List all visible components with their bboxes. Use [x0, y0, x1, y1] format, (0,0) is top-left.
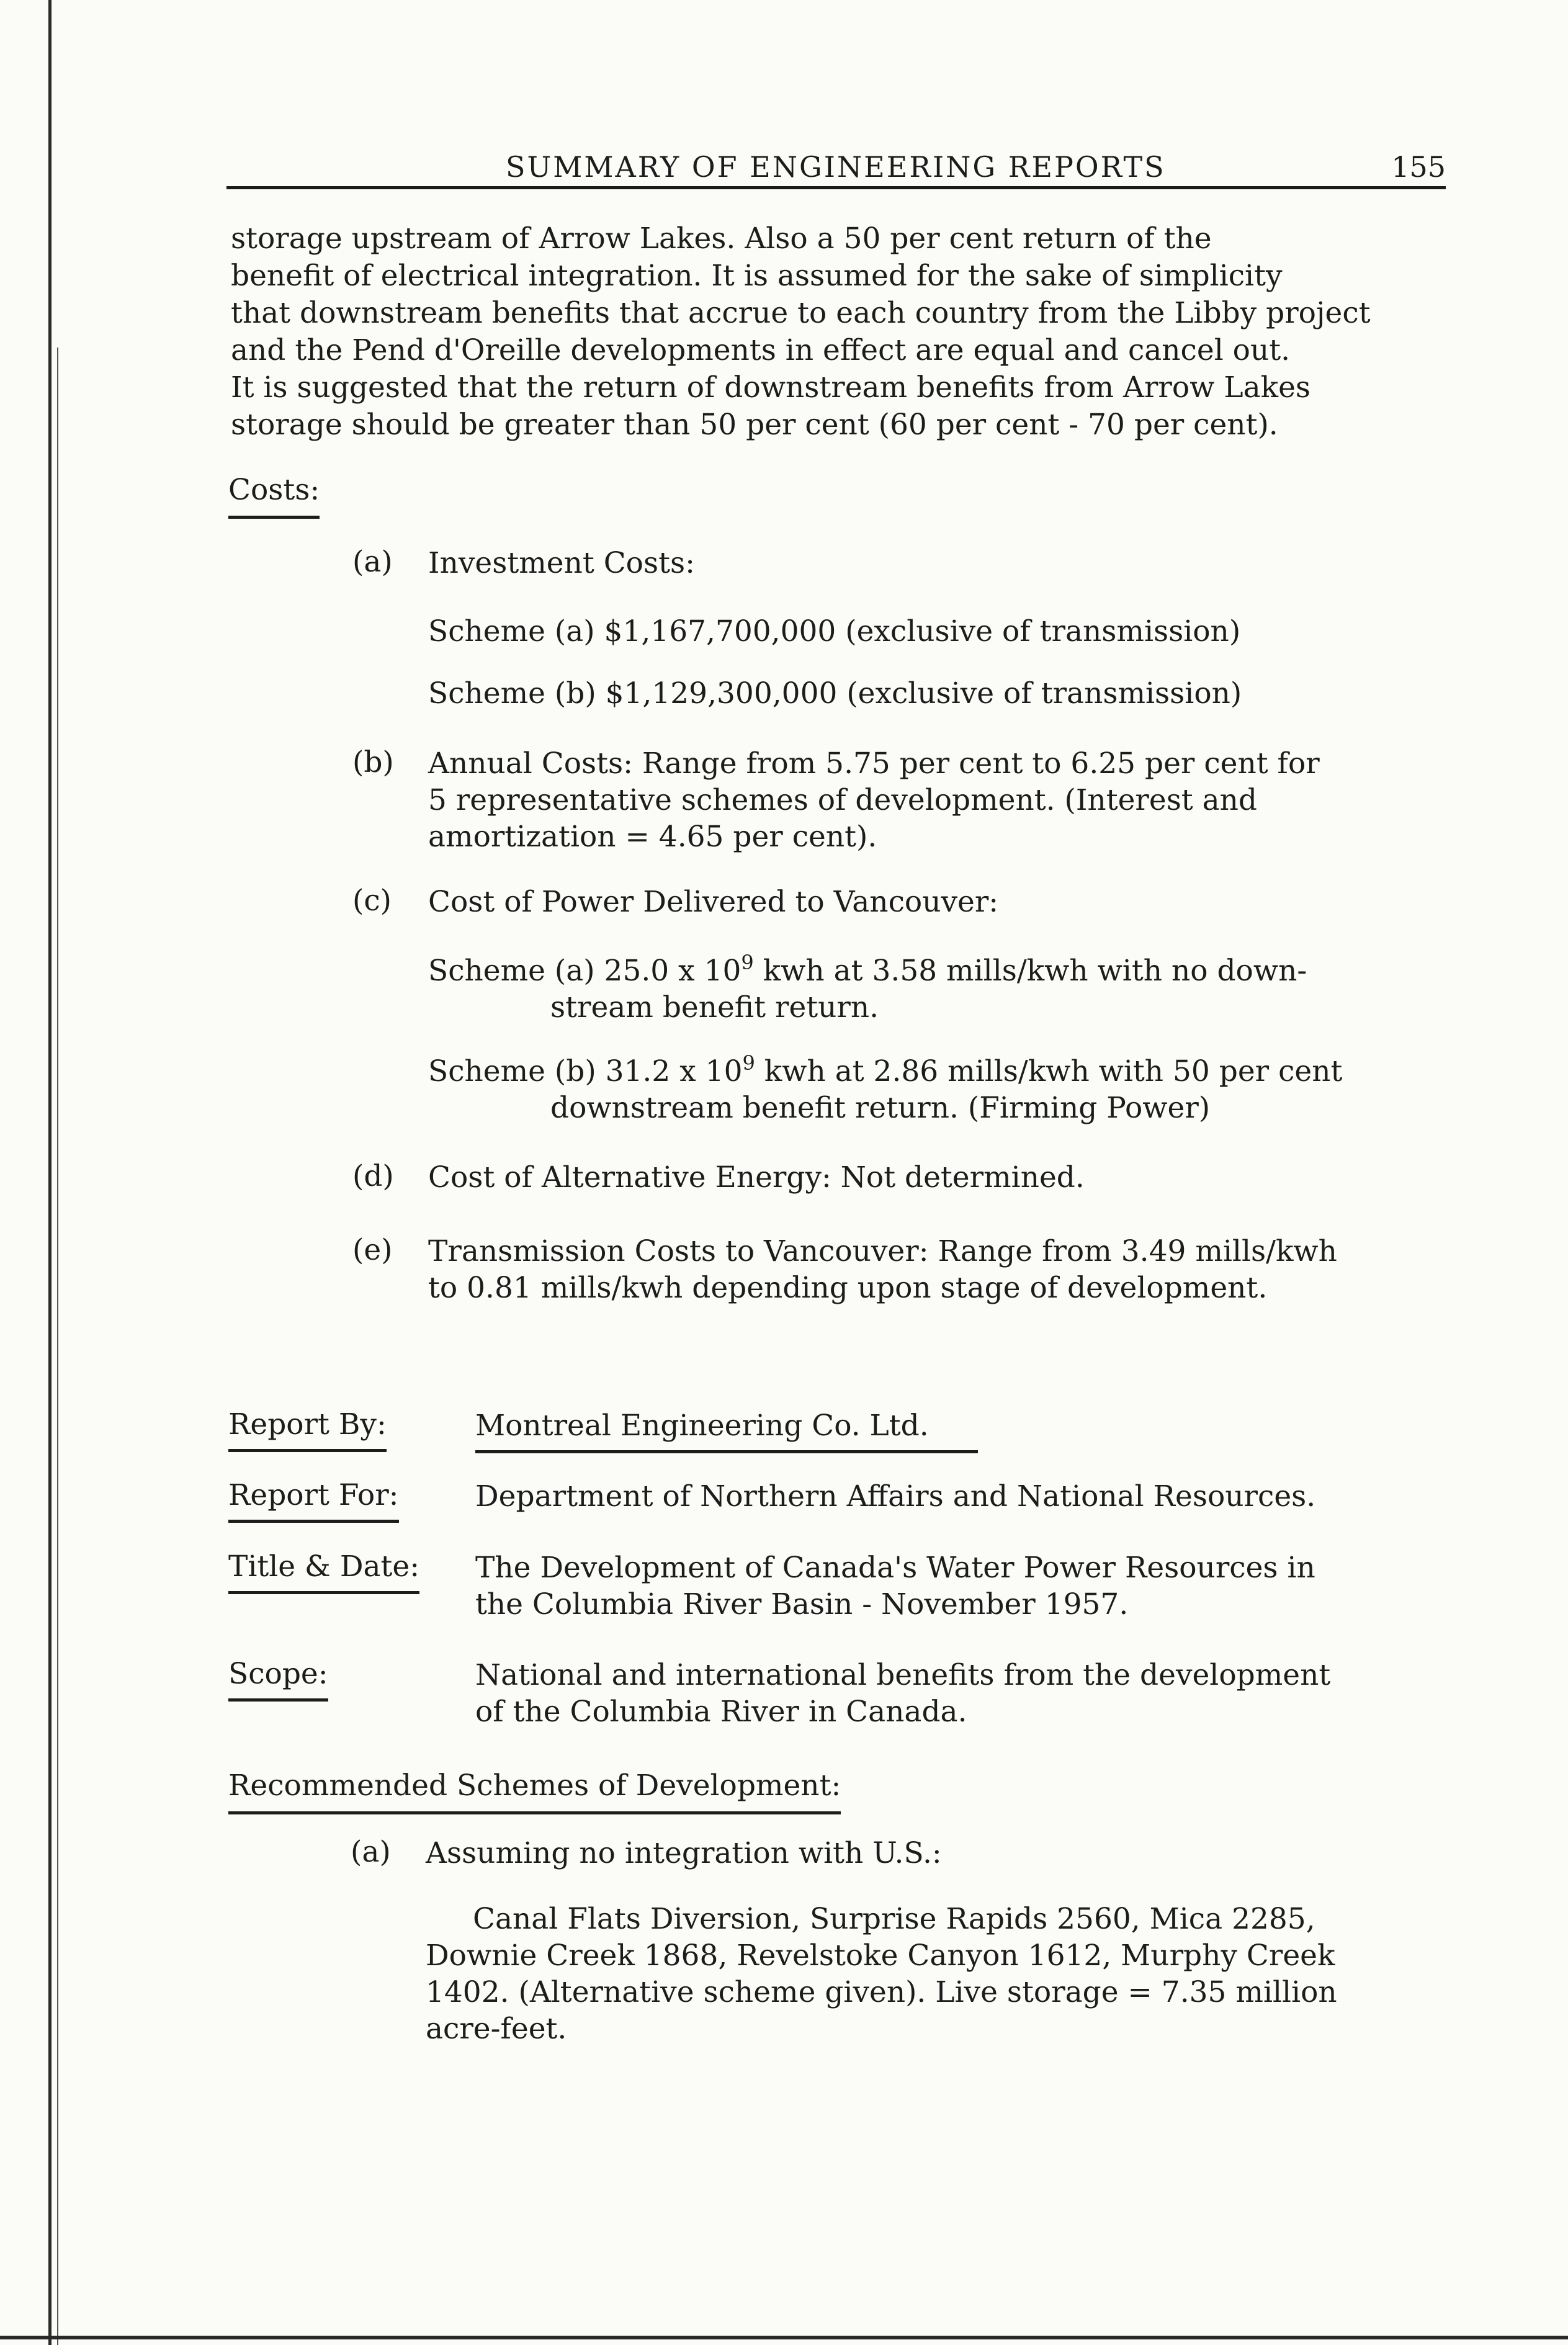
- scope-line: of the Columbia River in Canada.: [475, 1695, 967, 1729]
- costs-b-line: amortization = 4.65 per cent).: [428, 820, 877, 854]
- costs-c-scheme-b-pre: Scheme (b) 31.2 x 10: [428, 1054, 743, 1088]
- binding-edge-line: [48, 0, 52, 2345]
- scope-value: [475, 1657, 1330, 1730]
- binding-edge-inner-line: [57, 347, 58, 2345]
- costs-b-line: Annual Costs: Range from 5.75 per cent to 6.25 per cent for: [428, 747, 1320, 781]
- costs-a-scheme-b: Scheme (b) $1,129,300,000 (exclusive of transmission): [428, 676, 1242, 711]
- costs-b-line: 5 representative schemes of development. (Interest and: [428, 783, 1258, 817]
- title-date-label: Title & Date:: [228, 1549, 419, 1594]
- costs-heading: Costs:: [228, 473, 320, 519]
- title-date-line: the Columbia River Basin - November 1957.: [475, 1587, 1129, 1621]
- running-title: SUMMARY OF ENGINEERING REPORTS: [506, 150, 1166, 184]
- recommended-heading: Recommended Schemes of Development:: [228, 1769, 841, 1814]
- costs-e-text: [428, 1233, 1337, 1306]
- intro-paragraph: [231, 220, 1466, 444]
- costs-c-title: Cost of Power Delivered to Vancouver:: [428, 885, 999, 919]
- scope-label: Scope:: [228, 1657, 328, 1702]
- costs-a-title: Investment Costs:: [428, 546, 695, 580]
- report-for-value: Department of Northern Affairs and National Resources.: [475, 1479, 1316, 1513]
- page-number: 155: [1391, 150, 1446, 184]
- page-header: [226, 150, 1446, 189]
- costs-c-scheme-b: [428, 1053, 1342, 1126]
- intro-line: It is suggested that the return of downstream benefits from Arrow Lakes: [231, 370, 1311, 405]
- intro-line: that downstream benefits that accrue to each country from the Libby project: [231, 296, 1371, 330]
- recommended-a-label: (a): [351, 1835, 391, 1869]
- costs-c-scheme-b-line1: [428, 1053, 1342, 1090]
- costs-c-scheme-a-line2: stream benefit return.: [550, 990, 879, 1025]
- costs-e-line: Transmission Costs to Vancouver: Range from 3.49 mills/kwh: [428, 1234, 1337, 1268]
- recommended-a-line: Canal Flats Diversion, Surprise Rapids 2560, Mica 2285,: [473, 1902, 1315, 1936]
- exponent: 9: [741, 951, 754, 974]
- report-by-label: Report By:: [228, 1407, 387, 1452]
- intro-line: storage upstream of Arrow Lakes. Also a 50 per cent return of the: [231, 222, 1212, 256]
- costs-c-label: (c): [352, 884, 392, 918]
- costs-b-label: (b): [352, 745, 394, 779]
- report-for-label: Report For:: [228, 1478, 399, 1523]
- costs-d-text: Cost of Alternative Energy: Not determined.: [428, 1160, 1085, 1195]
- costs-a-label: (a): [352, 545, 393, 579]
- costs-c-scheme-a: [428, 953, 1307, 1026]
- recommended-a-line: acre-feet.: [426, 2012, 567, 2046]
- intro-line: benefit of electrical integration. It is assumed for the sake of simplicity: [231, 259, 1283, 293]
- costs-e-label: (e): [352, 1233, 393, 1267]
- intro-line: storage should be greater than 50 per cent (60 per cent - 70 per cent).: [231, 408, 1278, 442]
- costs-c-scheme-a-pre: Scheme (a) 25.0 x 10: [428, 954, 741, 988]
- intro-line: and the Pend d'Oreille developments in effect are equal and cancel out.: [231, 333, 1291, 367]
- scan-bottom-edge: [0, 2336, 1568, 2339]
- costs-b-text: [428, 745, 1320, 855]
- scope-line: National and international benefits from the development: [475, 1658, 1331, 1692]
- costs-d-label: (d): [352, 1159, 394, 1193]
- title-date-line: The Development of Canada's Water Power Resources in: [475, 1551, 1315, 1585]
- costs-a-scheme-a: Scheme (a) $1,167,700,000 (exclusive of transmission): [428, 614, 1241, 648]
- costs-c-scheme-a-line1: [428, 953, 1307, 989]
- recommended-a-line: Downie Creek 1868, Revelstoke Canyon 1612, Murphy Creek: [426, 1939, 1335, 1973]
- costs-c-scheme-b-post: kwh at 2.86 mills/kwh with 50 per cent: [755, 1054, 1343, 1088]
- recommended-a-title: Assuming no integration with U.S.:: [426, 1836, 942, 1870]
- recommended-a-line: 1402. (Alternative scheme given). Live storage = 7.35 million: [426, 1975, 1337, 2009]
- exponent: 9: [742, 1051, 755, 1075]
- title-date-value: [475, 1549, 1315, 1623]
- costs-c-scheme-b-line2: downstream benefit return. (Firming Power): [550, 1091, 1211, 1125]
- recommended-a-text: [426, 1901, 1337, 2047]
- costs-e-line: to 0.81 mills/kwh depending upon stage of development.: [428, 1271, 1268, 1305]
- report-by-value: Montreal Engineering Co. Ltd.: [475, 1407, 978, 1453]
- costs-c-scheme-a-post: kwh at 3.58 mills/kwh with no down-: [753, 954, 1307, 988]
